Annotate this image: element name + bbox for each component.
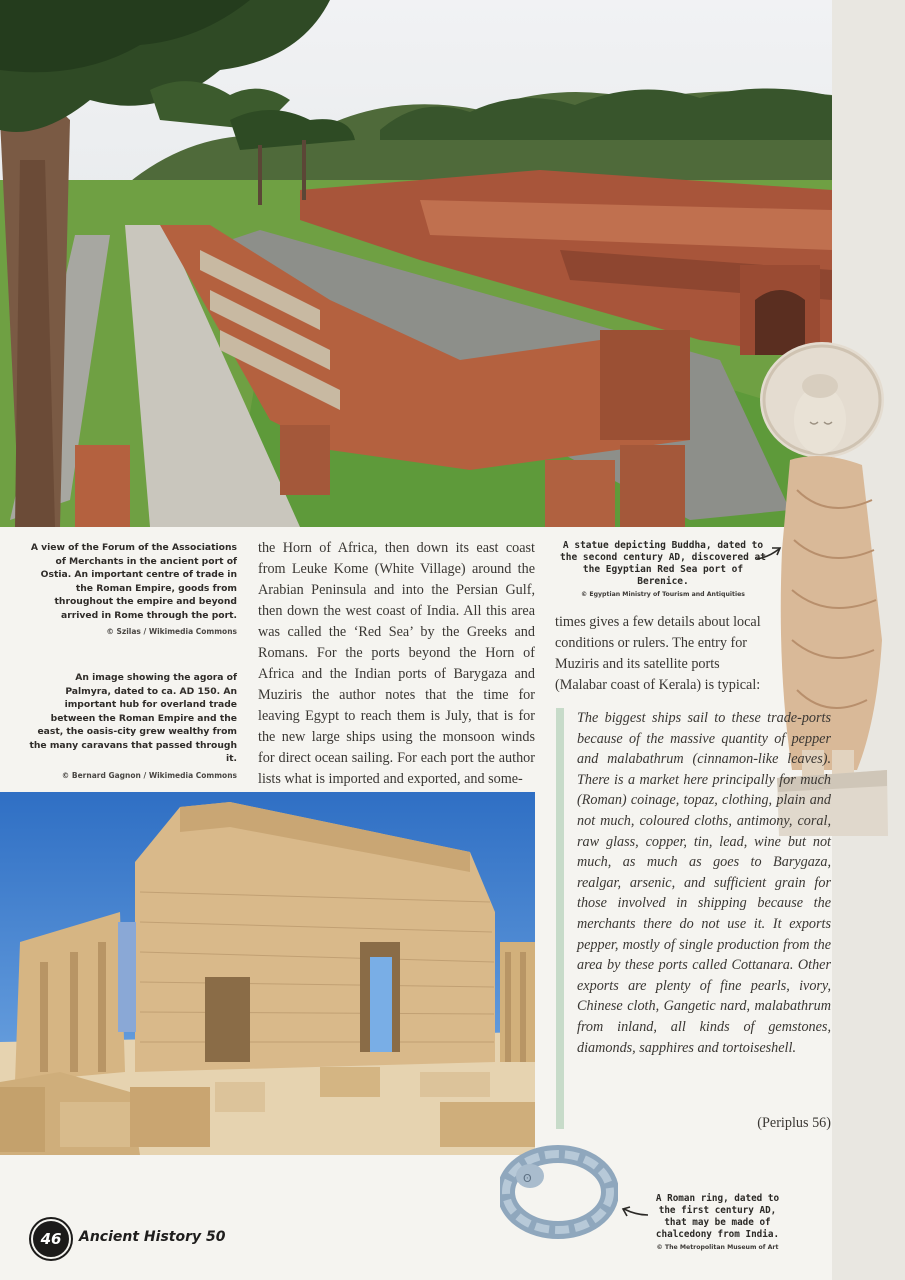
ring-caption-text: A Roman ring, dated to the first century AD, that may be made of chalcedony from India. [655, 1193, 780, 1240]
ostia-caption [28, 541, 237, 636]
svg-text:ʘ: ʘ [523, 1172, 532, 1185]
body-column-1 [258, 538, 535, 790]
magazine-title: Ancient History 50 [79, 1229, 226, 1245]
buddha-caption-credit: © Egyptian Ministry of Tourism and Antiquities [581, 591, 745, 598]
quote-accent-bar [556, 708, 564, 1129]
ostia-caption-text: A view of the Forum of the Associations of Merchants in the ancient port of Ostia. An important centre of trade in the Roman Empire, goods from throughout the empire and beyond arrived in Rome through the port. [30, 542, 237, 621]
page-number: 46 [40, 1230, 62, 1248]
body-column-1-text: the Horn of Africa, then down its east coast from Leuke Kome (White Village) around the Arabian Peninsula and into the Persian Gulf, then down the west coast of India. All this area was called the ‘Red Sea’ by the Greeks and Romans. For the ports beyond the Horn of Africa and the Indian ports of Barygaza and Muziris the author notes that the time for leaving Egypt to reach them is July, that is for the new large ships using the monsoon winds for direct ocean sailing. For each port the author lists what is imported and exported, and some- [258, 540, 535, 787]
page-number-badge [31, 1219, 71, 1259]
buddha-caption-text: A statue depicting Buddha, dated to the second century AD, discovered at the Egyptian Red Sea port of Berenice. [560, 540, 766, 587]
ring-caption [645, 1193, 790, 1251]
ring-caption-credit: © The Metropolitan Museum of Art [656, 1244, 779, 1251]
roman-ring-image [500, 1140, 618, 1240]
ostia-caption-credit: © Szilas / Wikimedia Commons [106, 627, 237, 636]
buddha-caption [558, 540, 768, 598]
periplus-quote: The biggest ships sail to these trade-ports because of the massive quantity of pepper and malabathrum (cinnamon-like leaves). There is a market here principally for much (Roman) coinage, topaz, clothing, plain and not much, coloured cloths, antimony, coral, raw glass, copper, tin, lead, wine but not much, as much as goes to Barygaza, realgar, arsenic, and sufficient grain for those involved in shipping because the merchants there do not use it. It exports pepper, mostly of single production from the area by these ports called Cottanara. Other exports are plenty of fine pearls, ivory, Chinese cloth, Gangetic nard, malabathrum from inland, all kinds of gemstones, diamonds, sapphires and tortoiseshell. [577, 710, 831, 1056]
palmyra-agora-photo [0, 792, 535, 1155]
quote-source: (Periplus 56) [757, 1115, 831, 1131]
palmyra-caption [28, 671, 237, 780]
palmyra-caption-credit: © Bernard Gagnon / Wikimedia Commons [61, 770, 237, 780]
body-column-2 [555, 612, 768, 696]
palmyra-caption-text: An image showing the agora of Palmyra, dated to ca. AD 150. An important hub for overland trade between the Roman Empire and the east, the oasis-city grew wealthy from the many caravans that passed through it. [29, 672, 237, 764]
ostia-forum-photo [0, 0, 832, 527]
body-column-2-text: times gives a few details about local conditions or rulers. The entry for Muziris and its satellite ports (Malabar coast of Kerala) is typical: [555, 614, 761, 693]
